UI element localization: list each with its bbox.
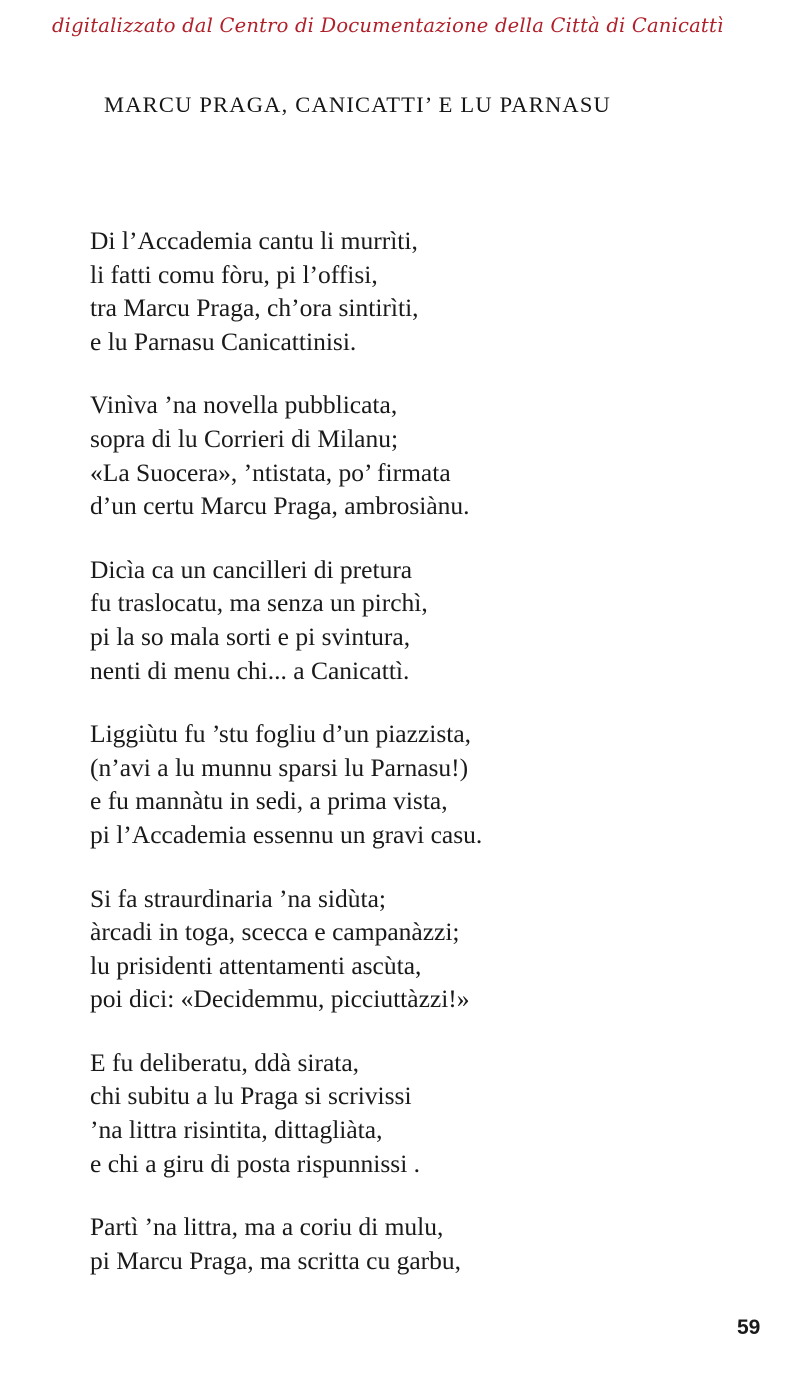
stanza	[90, 882, 710, 1016]
verse-line: (n’avi a lu munnu sparsi lu Parnasu!)	[90, 752, 469, 782]
stanza	[90, 1046, 710, 1180]
verse-line: sopra di lu Corrieri di Milanu;	[90, 423, 399, 453]
verse-line: ’na littra risintita, dittagliàta,	[90, 1115, 383, 1145]
verse-line: Liggiùtu fu ’stu fogliu d’un piazzista,	[90, 719, 472, 749]
verse-line: pi Marcu Praga, ma scritta cu garbu,	[90, 1245, 462, 1275]
verse-line: tra Marcu Praga, ch’ora sintirìti,	[90, 293, 419, 323]
verse-line: Partì ’na littra, ma a coriu di mulu,	[90, 1212, 444, 1242]
stanza	[90, 388, 710, 522]
stanza	[90, 553, 710, 687]
verse-line: li fatti comu fòru, pi l’offisi,	[90, 259, 378, 289]
verse-line: chi subitu a lu Praga si scrivissi	[90, 1081, 412, 1111]
poem-title: MARCU PRAGA, CANICATTI’ E LU PARNASU	[104, 92, 611, 117]
verse-line: fu traslocatu, ma senza un pirchì,	[90, 588, 428, 618]
stanza	[90, 1210, 710, 1277]
stanza	[90, 717, 710, 851]
verse-line: pi la so mala sorti e pi svintura,	[90, 621, 411, 651]
verse-line: E fu deliberatu, ddà sirata,	[90, 1047, 360, 1077]
verse-line: lu prisidenti attentamenti ascùta,	[90, 950, 422, 980]
verse-line: Dicìa ca un cancilleri di pretura	[90, 554, 413, 584]
verse-line: «La Suocera», ’ntistata, po’ firmata	[90, 457, 451, 487]
verse-line: Di l’Accademia cantu li murrìti,	[90, 226, 418, 255]
verse-line: Si fa straurdinaria ’na sidùta;	[90, 883, 386, 913]
page-number: 59	[737, 1316, 761, 1339]
stanza	[90, 224, 710, 358]
verse-line: d’un certu Marcu Praga, ambrosiànu.	[90, 491, 470, 521]
poem-body	[90, 224, 710, 1307]
digitization-watermark: digitalizzato dal Centro di Documentazione della Città di Canicattì	[52, 14, 724, 37]
verse-line: nenti di menu chi... a Canicattì.	[90, 655, 410, 685]
verse-line: pi l’Accademia essennu un gravi casu.	[90, 819, 483, 849]
verse-line: àrcadi in toga, scecca e campanàzzi;	[90, 917, 460, 947]
verse-line: e chi a giru di posta rispunnissi .	[90, 1148, 421, 1178]
verse-line: e lu Parnasu Canicattinisi.	[90, 326, 357, 356]
verse-line: e fu mannàtu in sedi, a prima vista,	[90, 786, 448, 816]
verse-line: Vinìva ’na novella pubblicata,	[90, 390, 398, 420]
verse-line: poi dici: «Decidemmu, picciuttàzzi!»	[90, 984, 470, 1014]
